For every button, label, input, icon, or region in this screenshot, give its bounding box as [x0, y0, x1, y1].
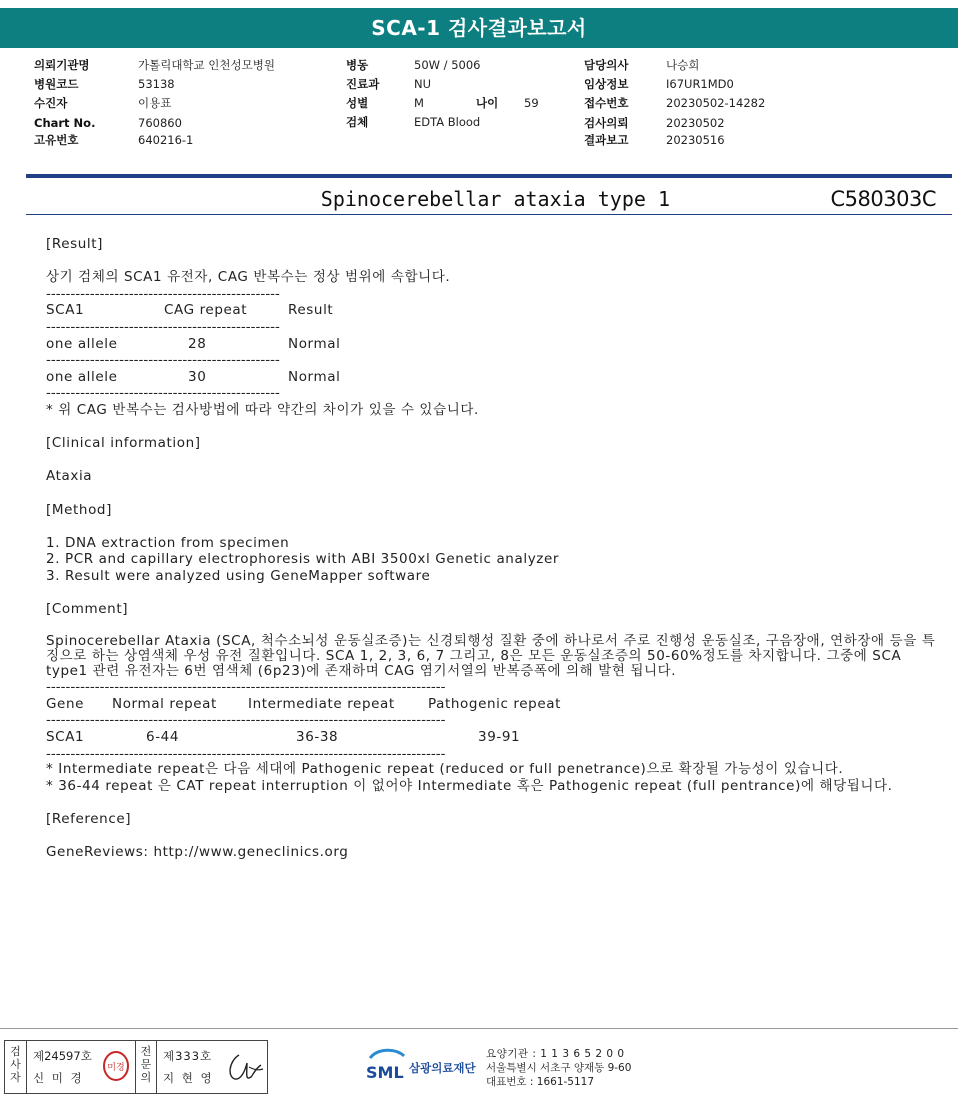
- allele-result: Normal: [288, 335, 341, 352]
- method-heading: [Method]: [46, 501, 112, 518]
- section-divider-thin: [26, 214, 952, 215]
- reference-link: GeneReviews: http://www.geneclinics.org: [46, 844, 349, 860]
- repeat-pathogenic: 39-91: [478, 729, 521, 746]
- table-divider: ------------------------------------------------: [46, 352, 280, 369]
- repeat-col-normal: Normal repeat: [112, 695, 217, 712]
- sml-logo-icon: [364, 1046, 408, 1086]
- header-label-receipt-no: 접수번호: [584, 96, 629, 110]
- organization-address: 서울특별시 서초구 양재동 9-60: [486, 1062, 632, 1074]
- header-label-request-date: 검사의뢰: [584, 116, 629, 130]
- doctor-license-no: 제333호: [163, 1049, 213, 1063]
- seal-text: 미경: [107, 1063, 125, 1073]
- comment-note: * 36-44 repeat 은 CAT repeat interruption 이 없어야 Intermediate 혹은 Pathogenic repeat (full pentrance)에 해당됩니다.: [46, 778, 893, 795]
- doctor-name: 지 현 영: [163, 1071, 214, 1085]
- comment-heading: [Comment]: [46, 601, 129, 618]
- allele-label: one allele: [46, 335, 118, 352]
- table-divider: ----------------------------------------------------------------------------------: [46, 745, 446, 762]
- method-item: 2. PCR and capillary electrophoresis with ABI 3500xl Genetic analyzer: [46, 551, 560, 568]
- header-value-ward: 50W / 5006: [414, 58, 481, 72]
- table-row: [46, 369, 936, 386]
- table-divider: ------------------------------------------------: [46, 318, 280, 335]
- examiner-license-no: 제24597호: [33, 1049, 92, 1063]
- repeat-intermediate: 36-38: [296, 729, 339, 746]
- footer-divider: [0, 1028, 958, 1029]
- header-label-institution: 의뢰기관명: [34, 58, 90, 72]
- header-value-request-date: 20230502: [666, 116, 725, 130]
- report-title: SCA-1 검사결과보고서: [0, 8, 958, 48]
- method-item: 3. Result were analyzed using GeneMapper software: [46, 567, 431, 584]
- examiner-box-label-text: 검사자: [10, 1045, 21, 1084]
- header-value-sex: M: [414, 96, 424, 110]
- header-value-unique-no: 640216-1: [138, 133, 194, 147]
- repeat-normal: 6-44: [146, 729, 180, 746]
- institution-code: 요양기관 : 1 1 3 6 5 2 0 0: [486, 1048, 625, 1060]
- header-value-receipt-no: 20230502-14282: [666, 96, 766, 110]
- result-heading: [Result]: [46, 236, 104, 252]
- comment-paragraph: Spinocerebellar Ataxia (SCA, 척수소뇌성 운동실조증)는 신경퇴행성 질환 중에 하나로서 주로 진행성 운동실조, 구음장애, 연하장애 등을 특징으로 하는 상염색체 우성 유전 질환입니다. SCA 1, 2, 3, 6, 7 그리고, 8은 모든 운동실조증의 50-60%정도를 차지합니다. 그중에 SCA type1 관련 유전자는 6번 염색체 (6p23)에 존재하며 CAG 염기서열의 반복증폭에 의해 발현 됩니다.: [46, 633, 936, 680]
- header-label-clinical-info: 임상정보: [584, 77, 629, 91]
- header-value-chart-no: 760860: [138, 116, 182, 130]
- header-label-specimen: 검체: [346, 115, 369, 129]
- comment-note: * Intermediate repeat은 다음 세대에 Pathogenic repeat (reduced or full penetrance)으로 확장될 가능성이 있습니다.: [46, 761, 844, 778]
- clinical-heading: [Clinical information]: [46, 435, 201, 452]
- table-row: [46, 336, 936, 353]
- result-col-result: Result: [288, 302, 334, 319]
- section-divider-thick: [26, 174, 952, 178]
- table-divider: ------------------------------------------------: [46, 385, 280, 402]
- repeat-col-pathogenic: Pathogenic repeat: [428, 695, 562, 712]
- test-code: C580303C: [830, 187, 936, 211]
- header-value-clinical-info: I67UR1MD0: [666, 77, 734, 91]
- doctor-box-label-text: 전문의: [140, 1045, 152, 1084]
- header-label-ward: 병동: [346, 58, 369, 72]
- result-summary: 상기 검체의 SCA1 유전자, CAG 반복수는 정상 범위에 속합니다.: [46, 269, 451, 286]
- table-row: [46, 729, 936, 746]
- header-label-patient: 수진자: [34, 96, 68, 110]
- header-label-doctor: 담당의사: [584, 58, 629, 72]
- signature-box: [4, 1040, 268, 1094]
- table-divider: ------------------------------------------------: [46, 285, 280, 302]
- organization-phone: 대표번호 : 1661-5117: [486, 1076, 595, 1088]
- header-label-department: 진료과: [346, 77, 380, 91]
- repeat-table-header: [46, 696, 936, 713]
- result-col-gene: SCA1: [46, 302, 85, 319]
- examiner-box-label: [5, 1041, 27, 1093]
- header-label-report-date: 결과보고: [584, 133, 629, 147]
- allele-label: one allele: [46, 368, 118, 385]
- examiner-seal-icon: [101, 1049, 131, 1083]
- header-value-institution: 가톨릭대학교 인천성모병원: [138, 58, 275, 72]
- allele-repeat: 28: [188, 335, 207, 352]
- header-value-age: 59: [524, 96, 539, 110]
- report-body: [46, 236, 936, 861]
- organization-name: 삼광의료재단: [409, 1061, 476, 1075]
- table-divider: ----------------------------------------------------------------------------------: [46, 679, 446, 696]
- result-col-cag: CAG repeat: [164, 302, 248, 319]
- header-label-hospital-code: 병원코드: [34, 77, 79, 91]
- header-value-hospital-code: 53138: [138, 77, 175, 91]
- header-label-chart-no: Chart No.: [34, 116, 96, 130]
- table-divider: ----------------------------------------------------------------------------------: [46, 712, 446, 729]
- header-value-doctor: 나승희: [666, 58, 700, 72]
- examiner-name: 신 미 경: [33, 1071, 84, 1085]
- header-value-report-date: 20230516: [666, 133, 725, 147]
- sml-logo-text: SML: [366, 1063, 404, 1082]
- header-value-specimen: EDTA Blood: [414, 115, 481, 129]
- repeat-col-gene: Gene: [46, 695, 85, 712]
- result-note: * 위 CAG 반복수는 검사방법에 따라 약간의 차이가 있을 수 있습니다.: [46, 401, 479, 418]
- test-name: Spinocerebellar ataxia type 1: [320, 187, 670, 211]
- allele-result: Normal: [288, 368, 341, 385]
- result-table-header: [46, 302, 936, 319]
- method-item: 1. DNA extraction from specimen: [46, 534, 290, 551]
- reference-heading: [Reference]: [46, 810, 132, 827]
- clinical-text: Ataxia: [46, 468, 93, 485]
- header-label-age: 나이: [476, 96, 499, 110]
- header-label-sex: 성별: [346, 96, 369, 110]
- allele-repeat: 30: [188, 368, 207, 385]
- header-label-unique-no: 고유번호: [34, 133, 79, 147]
- header-value-patient: 이용표: [138, 96, 172, 110]
- repeat-col-intermediate: Intermediate repeat: [248, 695, 395, 712]
- header-value-department: NU: [414, 77, 432, 91]
- repeat-gene: SCA1: [46, 729, 85, 746]
- doctor-box-label: [135, 1041, 157, 1093]
- signature-icon: [223, 1047, 265, 1087]
